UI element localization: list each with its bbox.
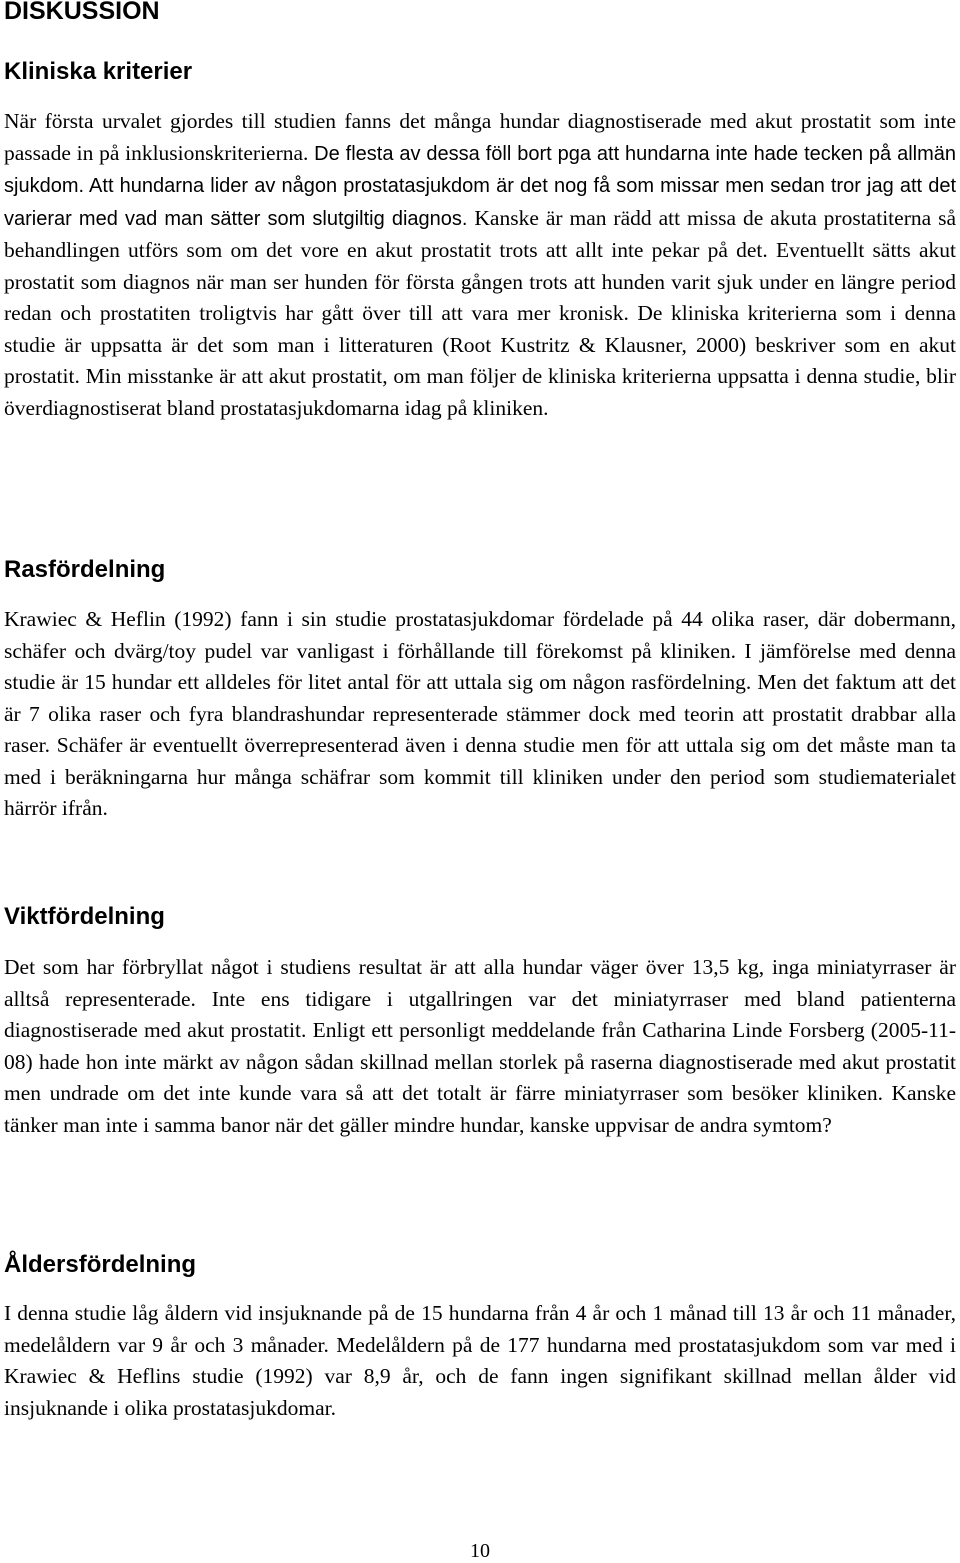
section-paragraph-viktfordelning: Det som har förbryllat något i studiens resultat är att alla hundar väger över 13,5 kg, inga miniatyrraser är alltså representerade. Inte ens tidigare i utgallringen var det miniatyrraser med bland patienterna diagnostiserade med akut prostatit. Enligt ett personligt meddelande från Catharina Linde Forsberg (2005-11-08) hade hon inte märkt av någon sådan skillnad mellan storlek på raserna diagnostiserade med akut prostatit men undrade om det inte kunde vara så att det totalt är färre miniatyrraser som besöker kliniken. Kanske tänker man inte i samma banor när det gäller mindre hundar, kanske uppvisar de andra symtom? (4, 955, 956, 1137)
section-heading-aldersfordelning: Åldersfördelning (4, 1251, 197, 1278)
section-paragraph-aldersfordelning: I denna studie låg åldern vid insjuknande på de 15 hundarna från 4 år och 1 månad till 13 år och 11 månader, medelåldern var 9 år och 3 månader. Medelåldern på de 177 hundarna med prostatasjukdom som var med i Krawiec & Heflins studie (1992) var 8,9 år, och de fann ingen signifikant skillnad mellan ålder vid insjuknande i olika prostatasjukdomar. (4, 1301, 956, 1420)
page-number: 10 (470, 1540, 490, 1562)
section-heading-viktfordelning: Viktfördelning (4, 903, 165, 930)
section-heading-kliniska-kriterier: Kliniska kriterier (4, 58, 193, 85)
section-paragraph-kliniska-kriterier (4, 106, 956, 424)
paragraph-part-1: När första urvalet gjordes till studien fanns det många hundar diagnostiserade med akut prostatit som inte passade in på inklusionskriterierna. (4, 109, 956, 165)
section-heading-rasfordelning: Rasfördelning (4, 556, 166, 583)
paragraph-part-2: De flesta av dessa föll bort pga att hundarna inte hade tecken på allmän sjukdom. Att hundarna lider av någon prostatasjukdom är det nog få som missar men sedan tror jag att det varierar med vad man sätter som slutgiltig diagnos. (4, 142, 957, 230)
document-title: DISKUSSION (4, 0, 160, 25)
paragraph-part-3: Kanske är man rädd att missa de akuta prostatiterna så behandlingen utförs som om det vore en akut prostatit trots att allt inte pekar på det. Eventuellt sätts akut prostatit som diagnos när man ser hunden för första gången trots att hunden varit sjuk under en längre period redan och prostatiten troligtvis har gått över till att vara mer kronisk. De kliniska kriterierna som i denna studie är uppsatta är det som man i litteraturen (Root Kustritz & Klausner, 2000) beskriver som en akut prostatit. Min misstanke är att akut prostatit, om man följer de kliniska kriterierna uppsatta i denna studie, blir överdiagnostiserat bland prostatasjukdomarna idag på kliniken. (4, 205, 957, 420)
section-paragraph-rasfordelning: Krawiec & Heflin (1992) fann i sin studie prostatasjukdomar fördelade på 44 olika raser, där dobermann, schäfer och dvärg/toy pudel var vanligast i förhållande till förekomst på kliniken. I jämförelse med denna studie är 15 hundar ett alldeles för litet antal för att uttala sig om någon rasfördelning. Men det faktum att det är 7 olika raser och fyra blandrashundar representerade stämmer dock med teorin att prostatit drabbar alla raser. Schäfer är eventuellt överrepresenterad även i denna studie men för att uttala sig om det måste man ta med i beräkningarna hur många schäfrar som kommit till kliniken under den period som studiematerialet härrör ifrån. (4, 607, 956, 820)
